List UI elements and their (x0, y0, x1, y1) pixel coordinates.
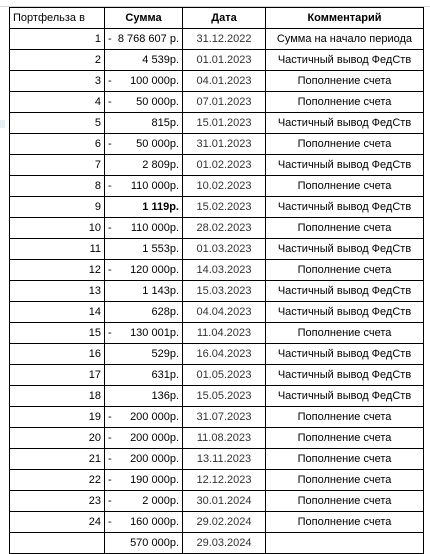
sum-value: 110 000р. (130, 180, 179, 192)
date-cell[interactable]: 31.12.2022 (183, 29, 266, 50)
date-cell[interactable]: 12.12.2023 (183, 470, 266, 491)
row-index-cell[interactable]: 10 (10, 218, 105, 239)
row-index-cell[interactable]: 16 (10, 344, 105, 365)
table-row (10, 113, 424, 134)
sum-cell[interactable] (105, 71, 183, 92)
comment-cell[interactable]: Частичный вывод ФедСтв (266, 281, 424, 302)
sum-value: 570 000р. (130, 537, 179, 549)
sum-cell[interactable] (105, 197, 183, 218)
sum-value: 120 000р. (130, 264, 179, 276)
row-index-cell[interactable]: 13 (10, 281, 105, 302)
sum-value: 130 001р. (130, 327, 179, 339)
sum-value: 529р. (151, 348, 179, 360)
date-cell[interactable]: 07.01.2023 (183, 92, 266, 113)
comment-cell[interactable]: Частичный вывод ФедСтв (266, 113, 424, 134)
date-cell[interactable]: 01.01.2023 (183, 50, 266, 71)
table-row (10, 155, 424, 176)
spreadsheet-table (9, 7, 424, 554)
sum-cell[interactable] (105, 323, 183, 344)
sum-cell[interactable] (105, 386, 183, 407)
sum-value: 4 539р. (142, 54, 179, 66)
date-cell[interactable]: 04.01.2023 (183, 71, 266, 92)
comment-cell[interactable]: Пополнение счета (266, 134, 424, 155)
comment-cell[interactable]: Частичный вывод ФедСтв (266, 386, 424, 407)
date-cell[interactable]: 14.03.2023 (183, 260, 266, 281)
sum-cell[interactable] (105, 176, 183, 197)
sum-cell[interactable] (105, 134, 183, 155)
sum-cell[interactable] (105, 155, 183, 176)
comment-cell[interactable]: Частичный вывод ФедСтв (266, 344, 424, 365)
table-row (10, 239, 424, 260)
sum-value: 50 000р. (136, 96, 179, 108)
sum-value: 1 143р. (142, 285, 179, 297)
header-row (10, 8, 424, 29)
sum-value: 200 000р. (130, 453, 179, 465)
table-row (10, 50, 424, 71)
sum-cell[interactable] (105, 29, 183, 50)
sum-cell[interactable] (105, 407, 183, 428)
table-row (10, 323, 424, 344)
table-row (10, 428, 424, 449)
comment-cell[interactable]: Пополнение счета (266, 449, 424, 470)
row-index-cell[interactable]: 20 (10, 428, 105, 449)
date-cell[interactable]: 30.01.2024 (183, 491, 266, 512)
row-index-cell[interactable]: 18 (10, 386, 105, 407)
date-cell[interactable]: 10.02.2023 (183, 176, 266, 197)
negative-sign: - (108, 75, 112, 87)
date-cell[interactable]: 01.03.2023 (183, 239, 266, 260)
header-date-cell[interactable]: Дата (183, 8, 266, 29)
row-index-cell[interactable]: 15 (10, 323, 105, 344)
row-selection-mark (0, 120, 5, 128)
table-row (10, 134, 424, 155)
sum-cell[interactable] (105, 50, 183, 71)
negative-sign: - (108, 138, 112, 150)
date-cell[interactable]: 15.02.2023 (183, 197, 266, 218)
sum-value: 110 000р. (130, 222, 179, 234)
negative-sign: - (108, 411, 112, 423)
table-row (10, 281, 424, 302)
date-cell[interactable]: 29.02.2024 (183, 512, 266, 533)
sum-value: 815р. (151, 117, 179, 129)
row-index-cell[interactable]: 17 (10, 365, 105, 386)
column-letter-bar (0, 0, 430, 7)
row-index-cell[interactable]: 2 (10, 50, 105, 71)
comment-cell[interactable]: Пополнение счета (266, 512, 424, 533)
row-index-cell[interactable]: 24 (10, 512, 105, 533)
comment-cell[interactable]: Пополнение счета (266, 491, 424, 512)
sum-cell[interactable] (105, 428, 183, 449)
table-row (10, 218, 424, 239)
sum-value: 200 000р. (130, 432, 179, 444)
comment-cell[interactable]: Пополнение счета (266, 176, 424, 197)
comment-cell[interactable]: Частичный вывод ФедСтв (266, 50, 424, 71)
row-index-cell[interactable]: 4 (10, 92, 105, 113)
row-index-cell[interactable]: 11 (10, 239, 105, 260)
comment-cell[interactable]: Частичный вывод ФедСтв (266, 155, 424, 176)
sum-cell[interactable] (105, 491, 183, 512)
comment-cell[interactable]: Частичный вывод ФедСтв (266, 239, 424, 260)
date-cell[interactable]: 11.08.2023 (183, 428, 266, 449)
sum-cell[interactable] (105, 218, 183, 239)
negative-sign: - (108, 327, 112, 339)
table-row (10, 386, 424, 407)
header-sum-cell[interactable]: Сумма (105, 8, 183, 29)
sum-cell[interactable] (105, 533, 183, 554)
sum-cell[interactable] (105, 365, 183, 386)
date-cell[interactable]: 11.04.2023 (183, 323, 266, 344)
sum-cell[interactable] (105, 512, 183, 533)
table-row (10, 470, 424, 491)
sum-cell[interactable] (105, 113, 183, 134)
sum-value: 50 000р. (136, 138, 179, 150)
date-cell[interactable]: 04.04.2023 (183, 302, 266, 323)
sum-cell[interactable] (105, 344, 183, 365)
negative-sign: - (108, 516, 112, 528)
row-index-cell[interactable]: 19 (10, 407, 105, 428)
negative-sign: - (108, 264, 112, 276)
date-cell[interactable]: 01.05.2023 (183, 365, 266, 386)
table-row (10, 302, 424, 323)
row-index-cell[interactable]: 9 (10, 197, 105, 218)
table-row (10, 407, 424, 428)
row-index-cell[interactable]: 6 (10, 134, 105, 155)
comment-cell[interactable]: Пополнение счета (266, 92, 424, 113)
date-cell[interactable]: 31.07.2023 (183, 407, 266, 428)
sum-value: 136р. (151, 390, 179, 402)
row-index-cell[interactable]: 5 (10, 113, 105, 134)
sum-cell[interactable] (105, 281, 183, 302)
header-portfolio-cell[interactable]: Портфельза в (10, 8, 105, 29)
comment-cell[interactable]: Частичный вывод ФедСтв (266, 365, 424, 386)
row-index-cell[interactable]: 1 (10, 29, 105, 50)
sum-cell[interactable] (105, 470, 183, 491)
negative-sign: - (108, 432, 112, 444)
comment-cell[interactable] (266, 533, 424, 554)
table-row (10, 197, 424, 218)
comment-cell[interactable]: Частичный вывод ФедСтв (266, 302, 424, 323)
negative-sign: - (108, 96, 112, 108)
table-row (10, 512, 424, 533)
table-row (10, 71, 424, 92)
date-cell[interactable]: 01.02.2023 (183, 155, 266, 176)
date-cell[interactable]: 15.05.2023 (183, 386, 266, 407)
sum-value: 200 000р. (130, 411, 179, 423)
table-row (10, 491, 424, 512)
row-index-cell[interactable]: 14 (10, 302, 105, 323)
comment-cell[interactable]: Пополнение счета (266, 323, 424, 344)
negative-sign: - (108, 180, 112, 192)
sum-value: 628р. (151, 306, 179, 318)
sum-value: 2 000р. (142, 495, 179, 507)
row-index-cell[interactable]: 8 (10, 176, 105, 197)
sum-value: 190 000р. (130, 474, 179, 486)
sum-cell[interactable] (105, 302, 183, 323)
comment-cell[interactable]: Пополнение счета (266, 428, 424, 449)
table-row (10, 344, 424, 365)
comment-cell[interactable]: Пополнение счета (266, 407, 424, 428)
date-cell[interactable]: 15.01.2023 (183, 113, 266, 134)
comment-cell[interactable]: Пополнение счета (266, 71, 424, 92)
table-row (10, 533, 424, 554)
table-row (10, 92, 424, 113)
date-cell[interactable]: 13.11.2023 (183, 449, 266, 470)
date-cell[interactable]: 15.03.2023 (183, 281, 266, 302)
negative-sign: - (108, 222, 112, 234)
sum-value: 1 553р. (142, 243, 179, 255)
sum-cell[interactable] (105, 260, 183, 281)
sum-value: 100 000р. (130, 75, 179, 87)
row-index-cell[interactable] (10, 533, 105, 554)
comment-cell[interactable]: Пополнение счета (266, 470, 424, 491)
sum-cell[interactable] (105, 239, 183, 260)
row-index-cell[interactable]: 7 (10, 155, 105, 176)
negative-sign: - (108, 495, 112, 507)
comment-cell[interactable]: Пополнение счета (266, 218, 424, 239)
header-comment-cell[interactable]: Комментарий (266, 8, 424, 29)
sum-value: 8 768 607 р. (117, 33, 179, 45)
sum-cell[interactable] (105, 92, 183, 113)
row-index-cell[interactable]: 23 (10, 491, 105, 512)
row-index-cell[interactable]: 22 (10, 470, 105, 491)
sum-value: 160 000р. (130, 516, 179, 528)
sum-value: 631р. (151, 369, 179, 381)
row-index-cell[interactable]: 21 (10, 449, 105, 470)
table-row (10, 176, 424, 197)
table-row (10, 29, 424, 50)
sum-value: 2 809р. (142, 159, 179, 171)
table-row (10, 260, 424, 281)
table-row (10, 449, 424, 470)
date-cell[interactable]: 28.02.2023 (183, 218, 266, 239)
sum-value: 1 119р. (142, 201, 179, 213)
date-cell[interactable]: 16.04.2023 (183, 344, 266, 365)
negative-sign: - (108, 453, 112, 465)
table-row (10, 365, 424, 386)
date-cell[interactable]: 29.03.2024 (183, 533, 266, 554)
comment-cell[interactable]: Сумма на начало периода (266, 29, 424, 50)
comment-cell[interactable]: Частичный вывод ФедСтв (266, 197, 424, 218)
negative-sign: - (108, 33, 112, 45)
comment-cell[interactable]: Пополнение счета (266, 260, 424, 281)
row-index-cell[interactable]: 12 (10, 260, 105, 281)
date-cell[interactable]: 31.01.2023 (183, 134, 266, 155)
sum-cell[interactable] (105, 449, 183, 470)
negative-sign: - (108, 474, 112, 486)
row-index-cell[interactable]: 3 (10, 71, 105, 92)
